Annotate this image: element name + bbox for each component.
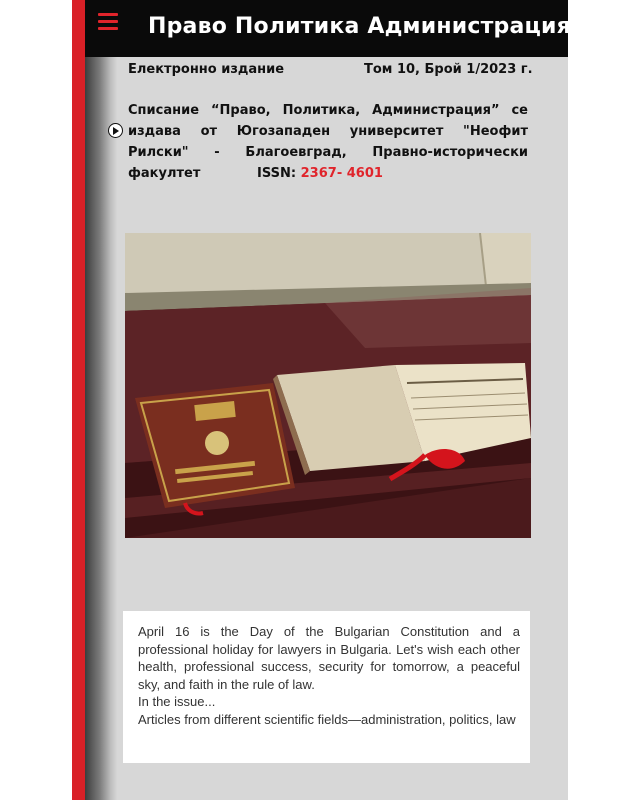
left-accent-bar [72, 0, 85, 800]
menu-icon[interactable] [98, 13, 118, 31]
announcement-line-2: In the issue... [138, 694, 216, 709]
announcement-line-1: April 16 is the Day of the Bulgarian Constitution and a professional holiday for lawyers in Bulgaria. Let's wish each other health, professional success, security for tomorrow, a peaceful sky, and faith in the rule of law. [138, 624, 520, 692]
constitution-display-photo [125, 233, 531, 538]
announcement-text [138, 623, 520, 728]
edition-label: Електронно издание [128, 62, 285, 77]
volume-issue: Том 10, Брой 1/2023 г. [364, 62, 533, 77]
panel-shadow [85, 0, 117, 800]
site-title: Право Политика Администрация [148, 14, 571, 39]
play-icon[interactable] [108, 123, 123, 138]
issn-number: 2367- 4601 [300, 166, 383, 181]
issn-line [0, 166, 640, 181]
announcement-line-3: Articles from different scientific fields—administration, politics, law [138, 711, 516, 727]
journal-description: Списание “Право, Политика, Администрация” се издава от Югозападен университет "Неофит Рилски" - Благоевград, Правно-исторически факултет [128, 103, 528, 181]
issn-label: ISSN: [257, 166, 297, 181]
